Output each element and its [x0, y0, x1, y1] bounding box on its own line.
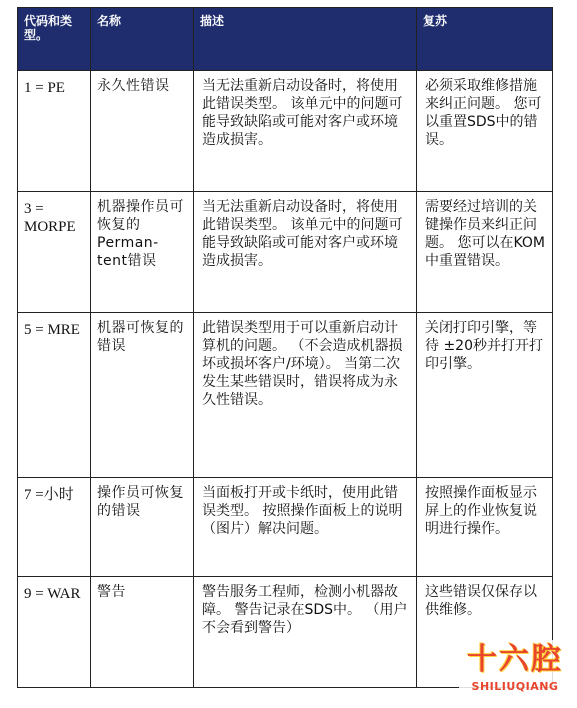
logo-text-en: SHILIUQIANG	[471, 680, 559, 693]
row-name: 机器可恢复的错误	[91, 313, 194, 478]
row-recovery: 需要经过培训的关键操作员来纠正问题。 您可以在KOM中重置错误。	[417, 192, 553, 313]
table-row	[18, 313, 553, 478]
row-name: 机器操作员可恢复的Perman-tent错误	[91, 192, 194, 313]
row-code: 9 = WAR	[18, 577, 91, 688]
row-recovery: 按照操作面板显示屏上的作业恢复说明进行操作。	[417, 478, 553, 577]
row-description: 当面板打开或卡纸时，使用此错误类型。 按照操作面板上的说明（图片）解决问题。	[194, 478, 417, 577]
row-name: 永久性错误	[91, 71, 194, 192]
row-recovery: 必须采取维修措施来纠正问题。 您可以重置SDS中的错误。	[417, 71, 553, 192]
row-description: 此错误类型用于可以重新启动计算机的问题。 （不会造成机器损坏或损坏客户/环境）。 当第二次发生某些错误时，错误将成为永久性错误。	[194, 313, 417, 478]
row-description: 警告服务工程师，检测小机器故障。 警告记录在SDS中。 （用户不会看到警告）	[194, 577, 417, 688]
logo-text-cn: 十六腔	[467, 642, 563, 677]
header-recovery: 复苏	[417, 8, 553, 71]
error-type-table	[17, 7, 553, 688]
row-recovery: 这些错误仅保存以供维修。	[417, 577, 553, 688]
table-header-row	[18, 8, 553, 71]
table-row	[18, 192, 553, 313]
row-description: 当无法重新启动设备时，将使用此错误类型。 该单元中的问题可能导致缺陷或可能对客户或环境造成损害。	[194, 71, 417, 192]
row-code: 3 = MORPE	[18, 192, 91, 313]
row-code: 1 = PE	[18, 71, 91, 192]
table-row	[18, 71, 553, 192]
header-description: 描述	[194, 8, 417, 71]
row-recovery: 关闭打印引擎，等待 ±20秒并打开打印引擎。	[417, 313, 553, 478]
row-code: 5 = MRE	[18, 313, 91, 478]
watermark-logo	[459, 640, 571, 702]
row-name: 警告	[91, 577, 194, 688]
row-code: 7 =小时	[18, 478, 91, 577]
table-row	[18, 478, 553, 577]
header-name: 名称	[91, 8, 194, 71]
row-description: 当无法重新启动设备时，将使用此错误类型。 该单元中的问题可能导致缺陷或可能对客户或环境造成损害。	[194, 192, 417, 313]
header-code: 代码和类型。	[18, 8, 91, 71]
row-name: 操作员可恢复的错误	[91, 478, 194, 577]
